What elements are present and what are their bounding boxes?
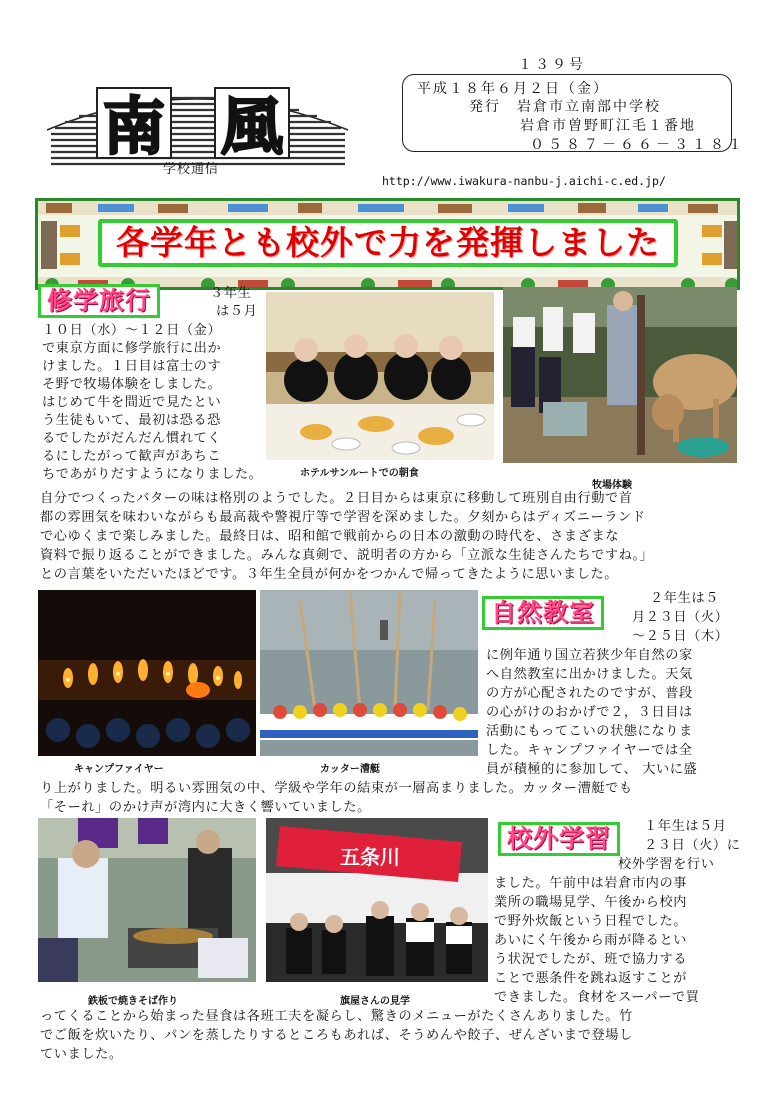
text-line: う状況でしたが、班で協力する [494,952,688,967]
field-study-intro-3: 校外学習を行い [618,857,715,872]
caption-flag-shop-visit: 旗屋さんの見学 [340,996,410,1007]
text-line: の方が心配されたのですが、普段 [486,686,693,701]
text-line: 都の雰囲気を味わいながらも最高裁や警視庁等で学習を深めました。夕刻からはディズニーランド [40,510,646,525]
text-line: り上がりました。明るい雰囲気の中、学級や学年の結束が一層高まりました。カッター漕艇でも [40,781,633,796]
logo-char-2: 風 [220,90,284,163]
nature-class-intro-1: ２年生は５ [650,591,719,606]
school-trip-intro-2: は５月 [216,304,258,319]
text-line: ちであがりだすようになりました。 [42,467,263,482]
text-line: るにしたがって歓声があちこ [42,449,222,464]
text-line: で東京方面に修学旅行に出か [42,341,222,356]
text-line: した。キャンプファイヤーでは全 [486,743,693,758]
headline-title: 各学年とも校外で力を発揮しました [98,219,678,267]
text-line: できました。食材をスーパーで買 [494,990,700,1005]
caption-campfire: キャンプファイヤー [74,764,164,775]
section-label-field-study: 校外学習 [498,822,620,856]
text-line: 自分でつくったバターの味は格別のようでした。２日目からは東京に移動して班別自由行動で首 [40,491,633,506]
text-line: の心がけのおかげで２，３日目は [486,705,693,720]
text-line: ました。午前中は岩倉市内の事 [494,876,688,891]
photo-campfire [38,590,256,756]
nature-class-intro-2: 月２３日（火） [632,610,729,625]
text-line: はじめて牛を間近で見たとい [42,395,222,410]
field-study-intro-1: １年生は５月 [644,819,727,834]
text-line: に例年通り国立若狭少年自然の家 [486,648,693,663]
text-line: そ野で牧場体験をしました。 [42,377,222,392]
issue-date: 平成１８年６月２日（金） [417,81,609,97]
text-line: でご飯を炊いたり、パンを蒸したりするところもあれば、そうめんや餃子、ぜんざいまで登場し [40,1028,633,1043]
photo-hotel-breakfast [266,292,494,460]
section-label-nature-class: 自然教室 [482,596,604,630]
publication-info-box [402,74,746,153]
text-line: ていました。 [40,1047,123,1062]
text-line: あいにく午後から雨が降るとい [494,933,688,948]
school-trip-intro-1: ３年生 [210,286,252,301]
text-line: 「そーれ」のかけ声が湾内に大きく響いていました。 [40,800,371,815]
text-line: で野外炊飯という日程でした。 [494,914,688,929]
text-line: 業所の職場見学、午後から校内 [494,895,688,910]
issue-number: １３９号 [518,57,586,73]
logo-subtitle: 学校通信 [163,162,220,177]
text-line: で心ゆくまで楽しみました。最終日は、昭和館で戦前からの日本の激動の時代を、さまざまな [40,529,620,544]
text-line: う生徒もいて、最初は恐る恐 [42,413,221,428]
flag-sign-text: 五条川 [340,845,400,869]
text-line: ことで悪条件を跳ね返すことが [494,971,688,986]
photo-flag-shop-visit [266,818,488,982]
text-line: へ自然教室に出かけました。天気 [486,667,693,682]
school-address: 岩倉市曽野町江毛１番地 [520,118,696,134]
caption-farm-experience: 牧場体験 [592,480,632,491]
headline-banner [35,198,740,290]
caption-yakisoba: 鉄板で焼きそば作り [88,996,178,1007]
text-line: るでしたがだんだん慣れてく [42,431,222,446]
school-url[interactable]: http://www.iwakura-nanbu-j.aichi-c.ed.jp/ [382,174,666,188]
field-study-intro-2: ２３日（火）に [644,838,741,853]
school-phone: ０５８７－６６－３１８１ [530,137,746,153]
text-line: 活動にもってこいの状態になりま [486,724,693,739]
photo-cutter-rowing [260,590,478,756]
text-line: けました。１日目は富士のす [42,359,222,374]
publisher: 発行 岩倉市立南部中学校 [469,99,661,115]
logo-char-1: 南 [102,90,166,163]
photo-farm-experience [503,287,737,463]
text-line: ってくることから始まった昼食は各班工夫を凝らし、驚きのメニューがたくさんありました。竹 [40,1009,633,1024]
section-label-school-trip: 修学旅行 [38,284,160,318]
text-line: 員が積極的に参加して、 大いに盛 [486,762,698,777]
nature-class-intro-3: ～２５日（木） [632,629,729,644]
caption-cutter-rowing: カッター漕艇 [320,764,380,775]
text-line: との言葉をいただいたほどです。３年生全員が何かをつかんで帰ってきたように思いました。 [40,567,619,582]
photo-yakisoba [38,818,256,982]
text-line: １０日（水）～１２日（金） [42,323,222,338]
caption-hotel-breakfast: ホテルサンルートでの朝食 [300,468,419,479]
school-newsletter-logo [45,78,350,178]
text-line: 資料で振り返ることができました。みんな真剣で、説明者の方から「立派な生徒さんたちですね。」 [40,548,654,563]
